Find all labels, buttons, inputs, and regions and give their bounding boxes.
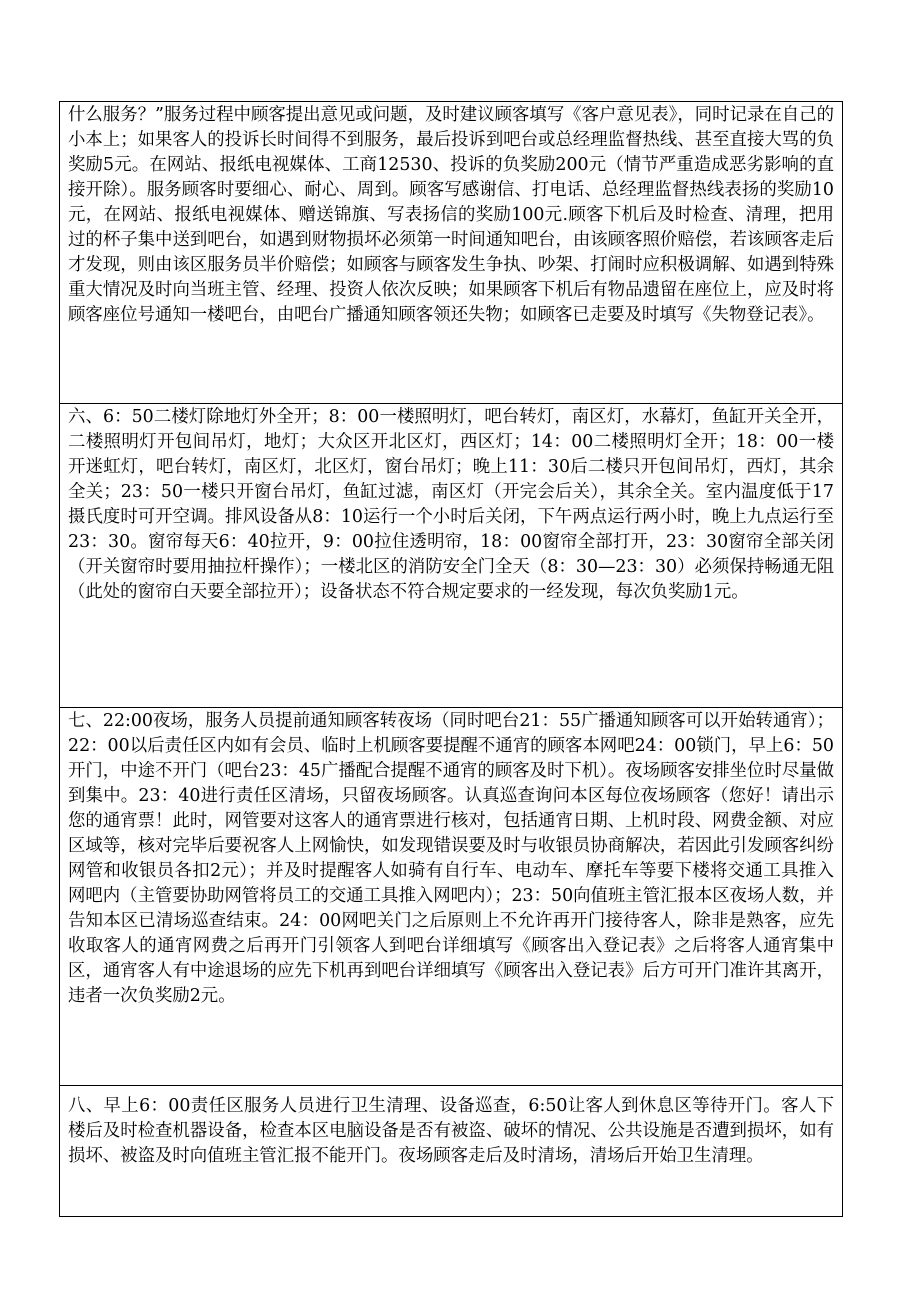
rules-table [59,101,843,1217]
table-row [60,1086,843,1217]
section-text: 七、22:00夜场，服务人员提前通知顾客转夜场（同时吧台21：55广播通知顾客可以开始转通宵）；22：00以后责任区内如有会员、临时上机顾客要提醒不通宵的顾客本网吧24：00锁门，早上6：50开门，中途不开门（吧台23：45广播配合提醒不通宵的顾客及时下机）。夜场顾客安排坐位时尽量做到集中。23：40进行责任区清场，只留夜场顾客。认真巡查询问本区每位夜场顾客（您好！请出示您的通宵票！此时，网管要对这客人的通宵票进行核对，包括通宵日期、上机时段、网费金额、对应区域等，核对完毕后要祝客人上网愉快，如发现错误要及时与收银员协商解决，若因此引发顾客纠纷网管和收银员各扣2元）；并及时提醒客人如骑有自行车、电动车、摩托车等要下楼将交通工具推入网吧内（主管要协助网管将员工的交通工具推入网吧内）；23：50向值班主管汇报本区夜场人数，并告知本区已清场巡查结束。24：00网吧关门之后原则上不允许再开门接待客人，除非是熟客，应先收取客人的通宵网费之后再开门引领客人到吧台详细填写《顾客出入登记表》之后将客人通宵集中区，通宵客人有中途退场的应先下机再到吧台详细填写《顾客出入登记表》后方可开门准许其离开，违者一次负奖励2元。 [68,711,834,1006]
section-text: 八、早上6：00责任区服务人员进行卫生清理、设备巡查，6:50让客人到休息区等待开门。客人下楼后及时检查机器设备，检查本区电脑设备是否有被盗、破坏的情况、公共设施是否遭到损坏，如有损坏、被盗及时向值班主管汇报不能开门。夜场顾客走后及时清场，清场后开始卫生清理。 [68,1096,834,1166]
table-row [60,708,843,1086]
section-text: 什么服务？”服务过程中顾客提出意见或问题，及时建议顾客填写《客户意见表》，同时记录在自己的小本上；如果客人的投诉长时间得不到服务，最后投诉到吧台或总经理监督热线、甚至直接大骂的负奖励5元。在网站、报纸电视媒体、工商12530、投诉的负奖励200元（情节严重造成恶劣影响的直接开除）。服务顾客时要细心、耐心、周到。顾客写感谢信、打电话、总经理监督热线表扬的奖励10元，在网站、报纸电视媒体、赠送锦旗、写表扬信的奖励100元.顾客下机后及时检查、清理，把用过的杯子集中送到吧台，如遇到财物损坏必须第一时间通知吧台，由该顾客照价赔偿，若该顾客走后才发现，则由该区服务员半价赔偿；如顾客与顾客发生争执、吵架、打闹时应积极调解、如遇到特殊重大情况及时向当班主管、经理、投资人依次反映；如果顾客下机后有物品遗留在座位上，应及时将顾客座位号通知一楼吧台，由吧台广播通知顾客领还失物；如顾客已走要及时填写《失物登记表》。 [68,105,834,325]
section-cell-6 [60,404,843,708]
section-cell-continuation [60,102,843,404]
section-text: 六、6：50二楼灯除地灯外全开；8：00一楼照明灯，吧台转灯，南区灯，水幕灯，鱼缸开关全开，二楼照明灯开包间吊灯，地灯；大众区开北区灯，西区灯；14：00二楼照明灯全开；18：00一楼开迷虹灯，吧台转灯，南区灯，北区灯，窗台吊灯；晚上11：30后二楼只开包间吊灯，西灯，其余全关；23：50一楼只开窗台吊灯，鱼缸过滤，南区灯（开完会后关），其余全关。室内温度低于17摄氏度时可开空调。排风设备从8：10运行一个小时后关闭，下午两点运行两小时，晚上九点运行至23：30。窗帘每天6：40拉开，9：00拉住透明帘，18：00窗帘全部打开，23：30窗帘全部关闭（开关窗帘时要用抽拉杆操作）；一楼北区的消防安全门全天（8：30—23：30）必须保持畅通无阻（此处的窗帘白天要全部拉开）；设备状态不符合规定要求的一经发现，每次负奖励1元。 [68,407,834,602]
section-cell-7 [60,708,843,1086]
section-cell-8 [60,1086,843,1217]
table-row [60,102,843,404]
table-row [60,404,843,708]
